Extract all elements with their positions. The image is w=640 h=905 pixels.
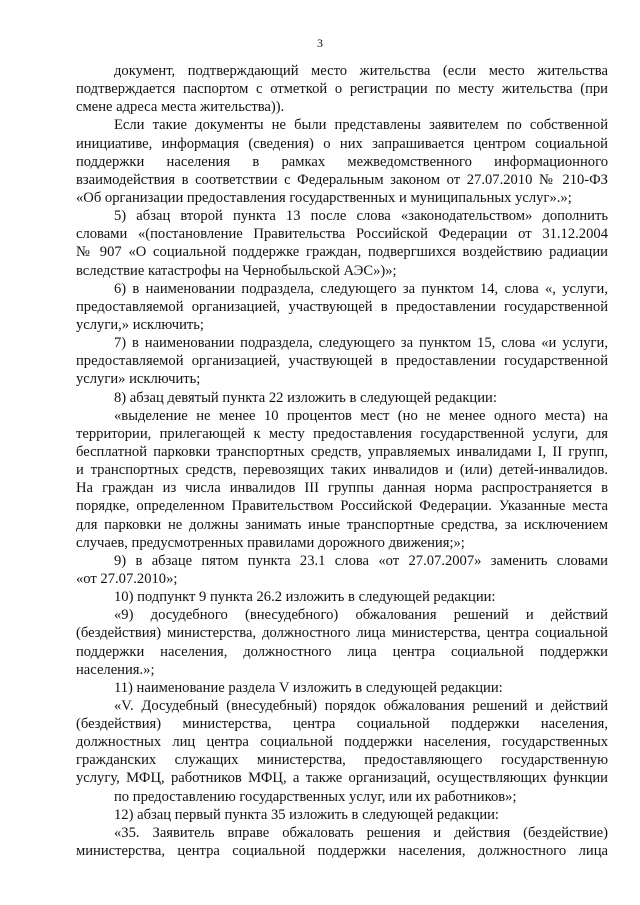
text-line: гражданских служащих министерства, предоставляющего государственную — [76, 752, 608, 769]
text-line: «9) досудебного (внесудебного) обжалования решений и действий — [114, 607, 608, 624]
text-line: поддержки населения в рамках межведомственного информационного — [76, 153, 608, 170]
text-line: 9) в абзаце пятом пункта 23.1 слова «от 27.07.2007» заменить словами — [114, 552, 608, 569]
text-line: № 907 «О социальной поддержке граждан, подвергшихся воздействию радиации — [76, 244, 608, 261]
text-line: случаев, предусмотренных правилами дорожного движения;»; — [76, 534, 465, 551]
text-line: (бездействия) министерства, должностного лица министерства, центра социальной — [76, 625, 608, 642]
text-line: «Об организации предоставления государственных и муниципальных услуг».»; — [76, 189, 572, 206]
text-line: 6) в наименовании подраздела, следующего за пунктом 14, слова «, услуги, — [114, 280, 608, 297]
text-line: порядке, определенном Правительством Российской Федерации. Указанные места — [76, 498, 608, 515]
text-line: должностных лиц центра социальной поддержки населения, государственных — [76, 734, 608, 751]
text-line: словами «(постановление Правительства Российской Федерации от 31.12.2004 — [76, 226, 608, 243]
text-line: 12) абзац первый пункта 35 изложить в следующей редакции: — [114, 806, 499, 823]
text-line: 11) наименование раздела V изложить в следующей редакции: — [114, 679, 503, 696]
text-line: по предоставлению государственных услуг, или их работников»; — [114, 788, 517, 805]
text-line: 5) абзац второй пункта 13 после слова «законодательством» дополнить — [114, 208, 608, 225]
text-line: «выделение не менее 10 процентов мест (но не менее одного места) на — [114, 407, 608, 424]
text-line: смене адреса места жительства)). — [76, 99, 285, 116]
text-line: населения.»; — [76, 661, 155, 678]
text-line: услуги,» исключить; — [76, 316, 204, 333]
page-number: 3 — [317, 36, 323, 50]
text-line: и транспортных средств, перевозящих таких инвалидов и (или) детей-инвалидов. — [76, 462, 608, 479]
text-line: для парковки не должны занимать иные транспортные средства, за исключением — [76, 516, 608, 533]
text-line: «V. Досудебный (внесудебный) порядок обжалования решений и действий — [114, 697, 608, 714]
text-line: взаимодействия в соответствии с Федеральным законом от 27.07.2010 № 210-ФЗ — [76, 171, 608, 188]
text-line: На граждан из числа инвалидов III группы данная норма распространяется в — [76, 480, 608, 497]
text-line: услугу, МФЦ, работников МФЦ, а также организаций, осуществляющих функции — [76, 770, 608, 787]
text-line: 10) подпункт 9 пункта 26.2 изложить в следующей редакции: — [114, 589, 496, 606]
text-line: предоставляемой организацией, участвующей в предоставлении государственной — [76, 353, 608, 370]
text-line: вследствие катастрофы на Чернобыльской АЭС»)»; — [76, 262, 397, 279]
text-line: подтверждается паспортом с отметкой о регистрации по месту жительства (при — [76, 81, 608, 98]
text-line: Если такие документы не были представлены заявителем по собственной — [114, 117, 608, 134]
text-line: услуги» исключить; — [76, 371, 201, 388]
text-line: инициативе, информация (сведения) о них запрашивается центром социальной — [76, 135, 608, 152]
text-line: предоставляемой организацией, участвующей в предоставлении государственной — [76, 298, 608, 315]
text-line: «35. Заявитель вправе обжаловать решения и действия (бездействие) — [114, 824, 608, 841]
text-line: 7) в наименовании подраздела, следующего за пунктом 15, слова «и услуги, — [114, 335, 608, 352]
text-line: поддержки населения, должностного лица центра социальной поддержки — [76, 643, 608, 660]
text-line: территории, прилегающей к месту предоставления государственной услуги, для — [76, 425, 608, 442]
text-line: 8) абзац девятый пункта 22 изложить в следующей редакции: — [114, 389, 497, 406]
text-line: бесплатной парковки транспортных средств, управляемых инвалидами I, II групп, — [76, 443, 608, 460]
text-line: «от 27.07.2010»; — [76, 570, 178, 587]
text-line: документ, подтверждающий место жительства (если место жительства — [114, 63, 608, 79]
text-line: министерства, центра социальной поддержки населения, должностного лица — [76, 843, 608, 860]
text-line: (бездействия) министерства, центра социальной поддержки населения, — [76, 716, 608, 733]
document-body — [76, 62, 608, 860]
